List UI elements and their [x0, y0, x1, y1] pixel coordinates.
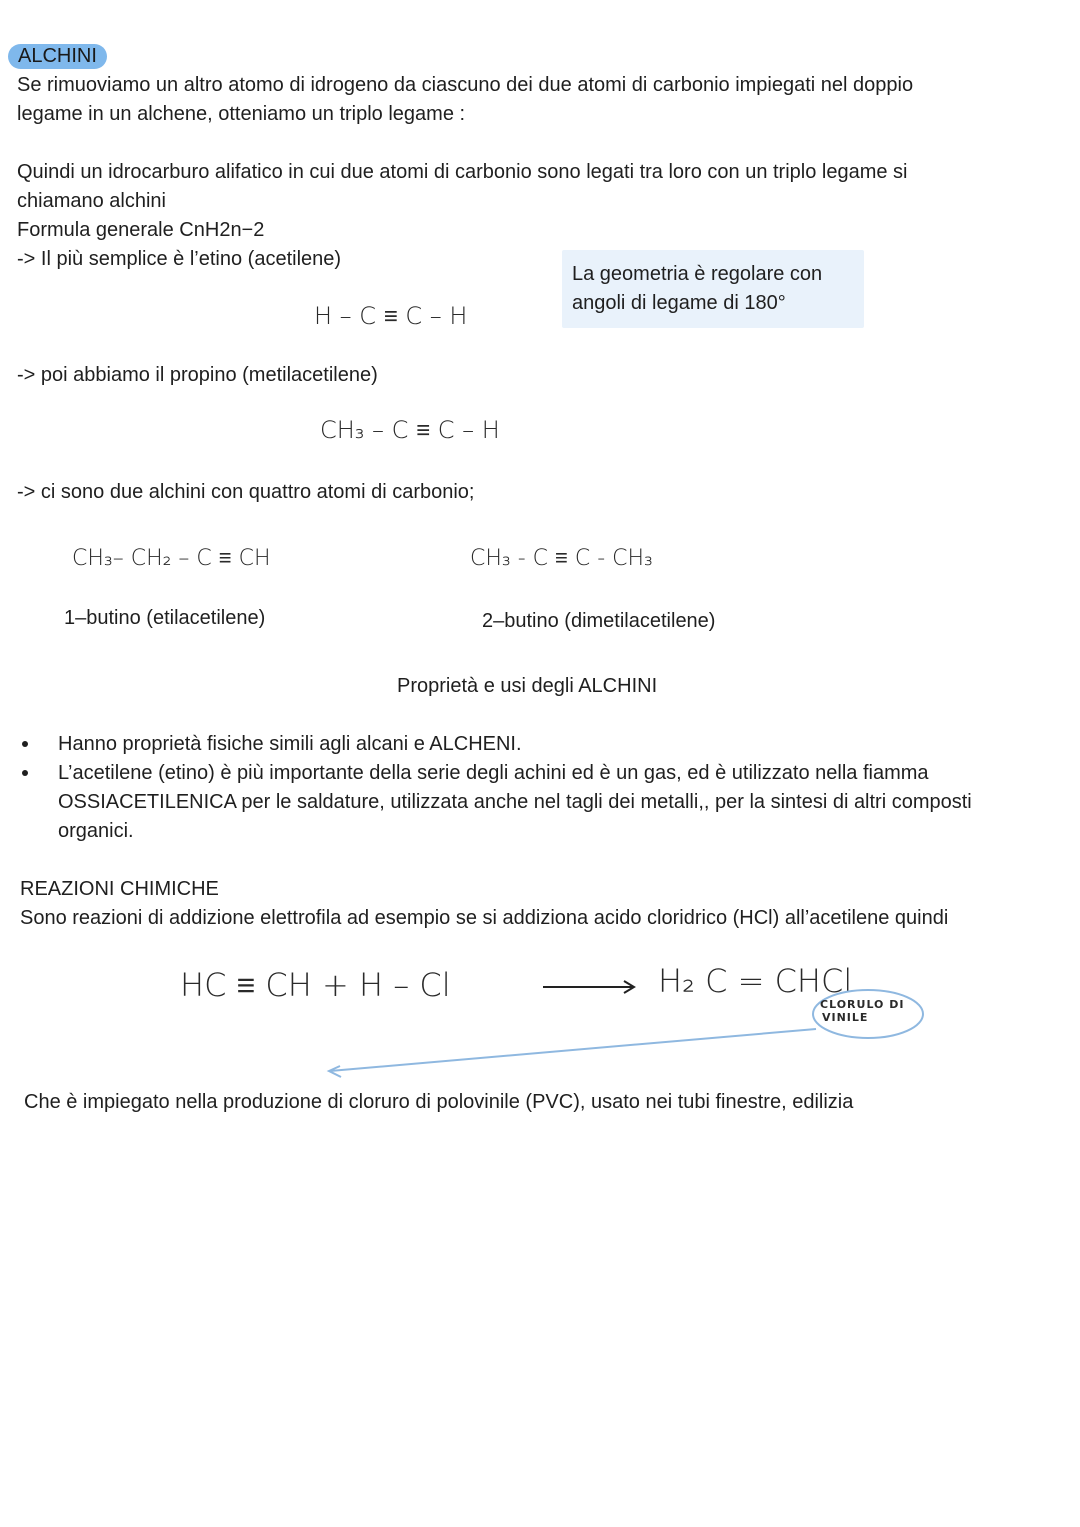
- propyne-formula: CH₃ – C ≡ C – H: [320, 416, 500, 444]
- reaction-arrow: [543, 981, 634, 993]
- 1-butyne-formula: CH₃– CH₂ – C ≡ CH: [72, 546, 271, 571]
- annotation-line-1: CLORULO DI: [820, 998, 905, 1011]
- geometry-note-line-1: La geometria è regolare con: [572, 263, 823, 285]
- reaction-product: H₂ C = CHCl: [658, 962, 853, 1000]
- definition-line-1: Quindi un idrocarburo alifatico in cui due atomi di carbonio sono legati tra loro con un triplo legame si: [17, 161, 908, 183]
- 1-butyne-label: 1–butino (etilacetilene): [64, 607, 266, 629]
- definition-line-2: chiamano alchini: [17, 190, 166, 212]
- properties-title: Proprietà e usi degli ALCHINI: [397, 675, 658, 697]
- propyne-intro: -> poi abbiamo il propino (metilacetilene): [17, 364, 378, 386]
- general-formula: Formula generale CnH2n−2: [17, 219, 265, 241]
- simplest-alkyne: -> Il più semplice è l’etino (acetilene): [17, 248, 342, 270]
- conclusion-text: Che è impiegato nella produzione di cloruro di polovinile (PVC), usato nei tubi finestre, edilizia: [24, 1091, 854, 1113]
- reaction-reactants: HC ≡ CH + H – Cl: [180, 966, 451, 1004]
- properties-bullet-1: Hanno proprietà fisiche simili agli alcani e ALCHENI.: [58, 733, 522, 755]
- properties-bullet-2-line-2: OSSIACETILENICA per le saldature, utilizzata anche nel tagli dei metalli,, per la sintesi di altri composti: [58, 791, 972, 813]
- reactions-title: REAZIONI CHIMICHE: [20, 878, 219, 900]
- reactions-text: Sono reazioni di addizione elettrofila ad esempio se si addiziona acido cloridrico (HCl) all’acetilene quindi: [20, 907, 949, 929]
- intro-line-1: Se rimuoviamo un altro atomo di idrogeno da ciascuno dei due atomi di carbonio impiegati nel doppio: [17, 74, 914, 96]
- section-heading: ALCHINI: [8, 44, 107, 69]
- ethyne-formula: H – C ≡ C – H: [314, 302, 468, 330]
- intro-line-2: legame in un alchene, otteniamo un triplo legame :: [17, 103, 466, 125]
- geometry-note-line-2: angoli di legame di 180°: [572, 292, 786, 314]
- properties-bullet-2-line-1: L’acetilene (etino) è più importante della serie degli achini ed è un gas, ed è utilizzato nella fiamma: [58, 762, 929, 784]
- four-carbon-intro: -> ci sono due alchini con quattro atomi di carbonio;: [17, 481, 475, 503]
- 2-butyne-formula: CH₃ - C ≡ C - CH₃: [470, 546, 653, 571]
- properties-bullet-2-line-3: organici.: [58, 820, 134, 842]
- 2-butyne-label: 2–butino (dimetilacetilene): [482, 610, 716, 632]
- annotation-line-2: VINILE: [822, 1011, 869, 1024]
- pointer-arrow: [329, 1029, 816, 1077]
